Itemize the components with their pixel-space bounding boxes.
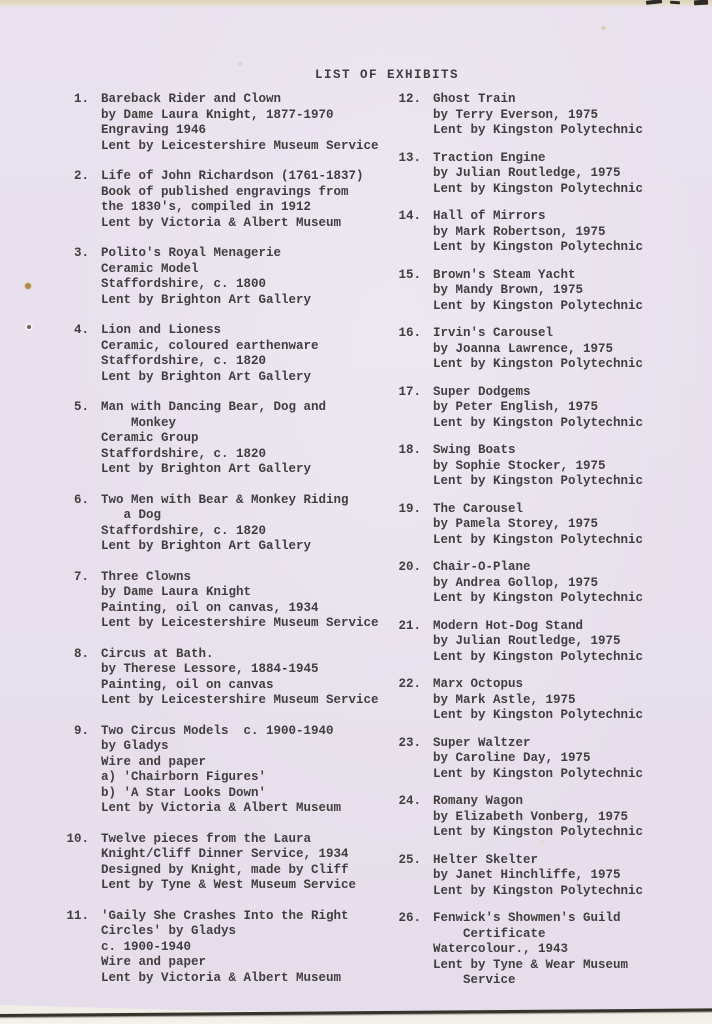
- exhibit-line: by Caroline Day, 1975: [433, 751, 591, 765]
- exhibit-item: [395, 911, 643, 989]
- exhibit-line: Lent by Kingston Polytechnic: [433, 181, 644, 196]
- exhibit-line: Ceramic Group: [101, 431, 199, 445]
- exhibit-line: Lent by Kingston Polytechnic: [433, 357, 644, 371]
- exhibit-number: 4.: [73, 323, 89, 337]
- exhibit-line: by Mark Astle, 1975: [433, 692, 576, 707]
- exhibit-line: by Dame Laura Knight, 1877-1970: [101, 107, 334, 122]
- exhibit-number: 9.: [73, 723, 89, 738]
- exhibit-line: Lent by Brighton Art Gallery: [101, 539, 312, 553]
- exhibit-line: Lent by Victoria & Albert Museum: [101, 970, 342, 985]
- exhibits-list: [63, 92, 703, 1001]
- exhibit-line: Super Dodgems: [433, 384, 531, 399]
- exhibit-line: Man with Dancing Bear, Dog and: [101, 400, 327, 414]
- exhibit-line: Lent by Kingston Polytechnic: [433, 883, 644, 898]
- exhibit-line: Lent by Kingston Polytechnic: [433, 240, 644, 254]
- exhibit-line: b) 'A Star Looks Down': [101, 785, 267, 800]
- exhibit-line: Super Waltzer: [433, 735, 531, 750]
- exhibit-line: Modern Hot-Dog Stand: [433, 618, 584, 633]
- exhibit-text: [101, 724, 395, 817]
- exhibit-text: [101, 909, 395, 987]
- exhibit-item: [395, 736, 643, 783]
- exhibit-line: The Carousel: [433, 501, 524, 516]
- exhibit-number: 12.: [398, 92, 421, 106]
- exhibit-item: [63, 92, 395, 154]
- exhibit-item: [395, 677, 643, 724]
- exhibit-line: Lent by Brighton Art Gallery: [101, 462, 312, 476]
- exhibit-line: Lent by Leicestershire Museum Service: [101, 616, 379, 630]
- exhibit-line: Book of published engravings from: [101, 184, 349, 199]
- exhibit-line: Lent by Kingston Polytechnic: [433, 298, 644, 313]
- exhibit-item: [395, 794, 643, 841]
- exhibit-text: [101, 400, 395, 478]
- exhibit-line: Monkey: [101, 415, 177, 430]
- exhibit-item: [63, 570, 395, 632]
- exhibit-line: by Gladys: [101, 739, 169, 753]
- exhibit-line: Lent by Leicestershire Museum Service: [101, 138, 379, 153]
- paper-speck: [238, 62, 243, 66]
- exhibit-item: [395, 560, 643, 607]
- exhibit-column-right: [395, 92, 643, 1001]
- exhibit-item: [395, 443, 643, 490]
- exhibit-line: Painting, oil on canvas: [101, 677, 274, 692]
- exhibit-line: Lent by Kingston Polytechnic: [433, 766, 644, 781]
- exhibit-line: Traction Engine: [433, 150, 546, 165]
- exhibit-number: 19.: [398, 501, 421, 516]
- exhibit-text: [433, 560, 643, 607]
- exhibit-line: Polito's Royal Menagerie: [101, 246, 282, 260]
- exhibit-text: [101, 647, 395, 709]
- exhibit-number: 7.: [73, 569, 89, 584]
- exhibit-text: [433, 736, 643, 783]
- exhibit-line: Swing Boats: [433, 443, 516, 457]
- exhibit-line: Designed by Knight, made by Cliff: [101, 862, 349, 877]
- exhibit-item: [395, 151, 643, 198]
- exhibit-text: [433, 209, 643, 256]
- exhibit-number: 17.: [398, 384, 421, 399]
- exhibit-line: Lent by Kingston Polytechnic: [433, 591, 644, 605]
- exhibit-line: c. 1900-1940: [101, 939, 192, 954]
- exhibit-text: [433, 385, 643, 432]
- exhibit-number: 10.: [66, 831, 89, 846]
- exhibit-line: Engraving 1946: [101, 123, 207, 137]
- exhibit-number: 21.: [398, 618, 421, 633]
- exhibit-text: [101, 246, 395, 308]
- exhibit-line: Circles' by Gladys: [101, 924, 237, 938]
- paper-edge-speck: [670, 1, 680, 5]
- exhibit-line: Fenwick's Showmen's Guild: [433, 911, 621, 925]
- exhibit-line: by Joanna Lawrence, 1975: [433, 341, 614, 356]
- exhibit-line: Irvin's Carousel: [433, 326, 554, 340]
- exhibit-line: by Peter English, 1975: [433, 400, 599, 414]
- exhibit-text: [101, 832, 395, 894]
- exhibit-line: by Andrea Gollop, 1975: [433, 575, 599, 590]
- exhibit-line: Lent by Kingston Polytechnic: [433, 708, 644, 722]
- exhibit-line: Wire and paper: [101, 955, 207, 969]
- exhibit-number: 11.: [66, 908, 89, 923]
- exhibit-line: Painting, oil on canvas, 1934: [101, 600, 319, 615]
- paper-speck: [601, 26, 606, 30]
- exhibit-line: Helter Skelter: [433, 852, 539, 867]
- exhibit-line: Brown's Steam Yacht: [433, 267, 576, 282]
- exhibit-line: Lion and Lioness: [101, 323, 222, 337]
- exhibit-item: [63, 169, 395, 231]
- exhibit-number: 6.: [73, 492, 89, 507]
- paper-edge-speck: [694, 0, 708, 5]
- exhibit-text: [101, 570, 395, 632]
- exhibit-item: [63, 246, 395, 308]
- exhibit-text: [433, 677, 643, 724]
- exhibit-text: [101, 92, 395, 154]
- exhibit-line: Staffordshire, c. 1800: [101, 277, 267, 291]
- exhibit-line: Lent by Kingston Polytechnic: [433, 649, 644, 664]
- exhibit-line: Service: [433, 973, 516, 987]
- exhibit-line: by Therese Lessore, 1884-1945: [101, 662, 319, 676]
- exhibit-line: Romany Wagon: [433, 794, 524, 808]
- exhibit-line: by Elizabeth Vonberg, 1975: [433, 809, 629, 824]
- exhibit-line: by Dame Laura Knight: [101, 585, 252, 599]
- exhibit-line: Lent by Kingston Polytechnic: [433, 123, 644, 137]
- exhibit-line: Bareback Rider and Clown: [101, 92, 282, 106]
- exhibit-item: [395, 385, 643, 432]
- exhibit-number: 14.: [398, 209, 421, 223]
- exhibit-text: [433, 853, 643, 900]
- exhibit-item: [63, 400, 395, 478]
- exhibit-number: 25.: [398, 852, 421, 867]
- exhibit-line: Certificate: [433, 926, 546, 941]
- exhibit-text: [433, 268, 643, 315]
- exhibit-item: [395, 502, 643, 549]
- exhibit-line: Marx Octopus: [433, 677, 524, 691]
- exhibit-number: 22.: [398, 677, 421, 691]
- exhibit-line: Staffordshire, c. 1820: [101, 446, 267, 461]
- exhibit-line: Lent by Brighton Art Gallery: [101, 292, 312, 307]
- exhibit-line: by Mandy Brown, 1975: [433, 283, 584, 297]
- exhibit-line: Two Circus Models c. 1900-1940: [101, 723, 334, 738]
- exhibit-item: [63, 647, 395, 709]
- exhibit-line: by Janet Hinchliffe, 1975: [433, 868, 621, 882]
- exhibit-line: by Terry Everson, 1975: [433, 107, 599, 122]
- exhibit-line: by Sophie Stocker, 1975: [433, 458, 606, 473]
- exhibit-line: Twelve pieces from the Laura: [101, 831, 312, 846]
- exhibit-line: Lent by Victoria & Albert Museum: [101, 801, 342, 815]
- exhibit-number: 18.: [398, 443, 421, 457]
- exhibit-line: Lent by Kingston Polytechnic: [433, 474, 644, 488]
- exhibit-text: [433, 794, 643, 841]
- exhibit-line: Lent by Victoria & Albert Museum: [101, 215, 342, 230]
- exhibit-number: 16.: [398, 326, 421, 340]
- exhibit-item: [63, 909, 395, 987]
- exhibit-number: 2.: [73, 169, 89, 183]
- exhibit-text: [433, 443, 643, 490]
- exhibit-line: Chair-O-Plane: [433, 560, 531, 574]
- exhibit-text: [101, 169, 395, 231]
- exhibit-text: [433, 502, 643, 549]
- exhibit-line: Circus at Bath.: [101, 646, 214, 661]
- exhibit-item: [63, 493, 395, 555]
- exhibit-line: Ceramic, coloured earthenware: [101, 338, 319, 353]
- exhibit-item: [395, 92, 643, 139]
- exhibit-line: Lent by Kingston Polytechnic: [433, 415, 644, 430]
- exhibit-line: Staffordshire, c. 1820: [101, 523, 267, 538]
- exhibit-number: 24.: [398, 794, 421, 808]
- exhibit-item: [395, 268, 643, 315]
- exhibit-number: 15.: [398, 267, 421, 282]
- exhibit-text: [433, 151, 643, 198]
- exhibit-line: Life of John Richardson (1761-1837): [101, 169, 364, 183]
- exhibit-item: [395, 853, 643, 900]
- exhibit-number: 26.: [398, 911, 421, 925]
- exhibit-line: Wire and paper: [101, 754, 207, 769]
- exhibit-item: [395, 326, 643, 373]
- exhibit-line: Ceramic Model: [101, 261, 199, 276]
- exhibit-line: Lent by Tyne & West Museum Service: [101, 878, 357, 892]
- exhibit-number: 3.: [73, 246, 89, 260]
- exhibit-item: [395, 619, 643, 666]
- exhibit-number: 20.: [398, 560, 421, 574]
- exhibit-line: by Mark Robertson, 1975: [433, 224, 606, 239]
- exhibit-line: Lent by Kingston Polytechnic: [433, 532, 644, 547]
- exhibit-line: Ghost Train: [433, 92, 516, 106]
- exhibit-line: Lent by Leicestershire Museum Service: [101, 693, 379, 707]
- exhibit-line: Two Men with Bear & Monkey Riding: [101, 492, 349, 507]
- exhibit-number: 23.: [398, 735, 421, 750]
- punch-hole-mark: [27, 325, 31, 329]
- page-title: LIST OF EXHIBITS: [315, 68, 460, 82]
- exhibit-item: [63, 323, 395, 385]
- exhibit-text: [433, 92, 643, 139]
- exhibit-line: Three Clowns: [101, 569, 192, 584]
- exhibit-line: by Pamela Storey, 1975: [433, 517, 599, 531]
- exhibit-line: Lent by Tyne & Wear Museum: [433, 957, 629, 972]
- exhibit-number: 1.: [73, 92, 89, 106]
- paper-top-edge: [0, 0, 712, 7]
- exhibit-line: a Dog: [101, 508, 162, 522]
- exhibit-number: 13.: [398, 150, 421, 165]
- exhibit-text: [433, 619, 643, 666]
- exhibit-line: by Julian Routledge, 1975: [433, 166, 621, 180]
- exhibit-text: [433, 911, 643, 989]
- exhibit-column-left: [63, 92, 395, 1001]
- exhibit-text: [433, 326, 643, 373]
- punch-hole-mark: [25, 283, 31, 289]
- exhibit-line: Hall of Mirrors: [433, 209, 546, 223]
- exhibit-line: Lent by Brighton Art Gallery: [101, 369, 312, 384]
- exhibit-number: 5.: [73, 400, 89, 414]
- exhibit-line: the 1830's, compiled in 1912: [101, 200, 312, 214]
- exhibit-line: Staffordshire, c. 1820: [101, 354, 267, 368]
- exhibit-line: by Julian Routledge, 1975: [433, 634, 621, 648]
- exhibit-number: 8.: [73, 646, 89, 661]
- exhibit-item: [395, 209, 643, 256]
- exhibit-text: [101, 323, 395, 385]
- exhibit-line: Knight/Cliff Dinner Service, 1934: [101, 847, 349, 861]
- exhibit-text: [101, 493, 395, 555]
- exhibit-item: [63, 832, 395, 894]
- exhibit-line: 'Gaily She Crashes Into the Right: [101, 908, 349, 923]
- exhibit-item: [63, 724, 395, 817]
- exhibit-line: Lent by Kingston Polytechnic: [433, 825, 644, 839]
- exhibit-line: Watercolour., 1943: [433, 942, 569, 956]
- exhibit-line: a) 'Chairborn Figures': [101, 770, 267, 784]
